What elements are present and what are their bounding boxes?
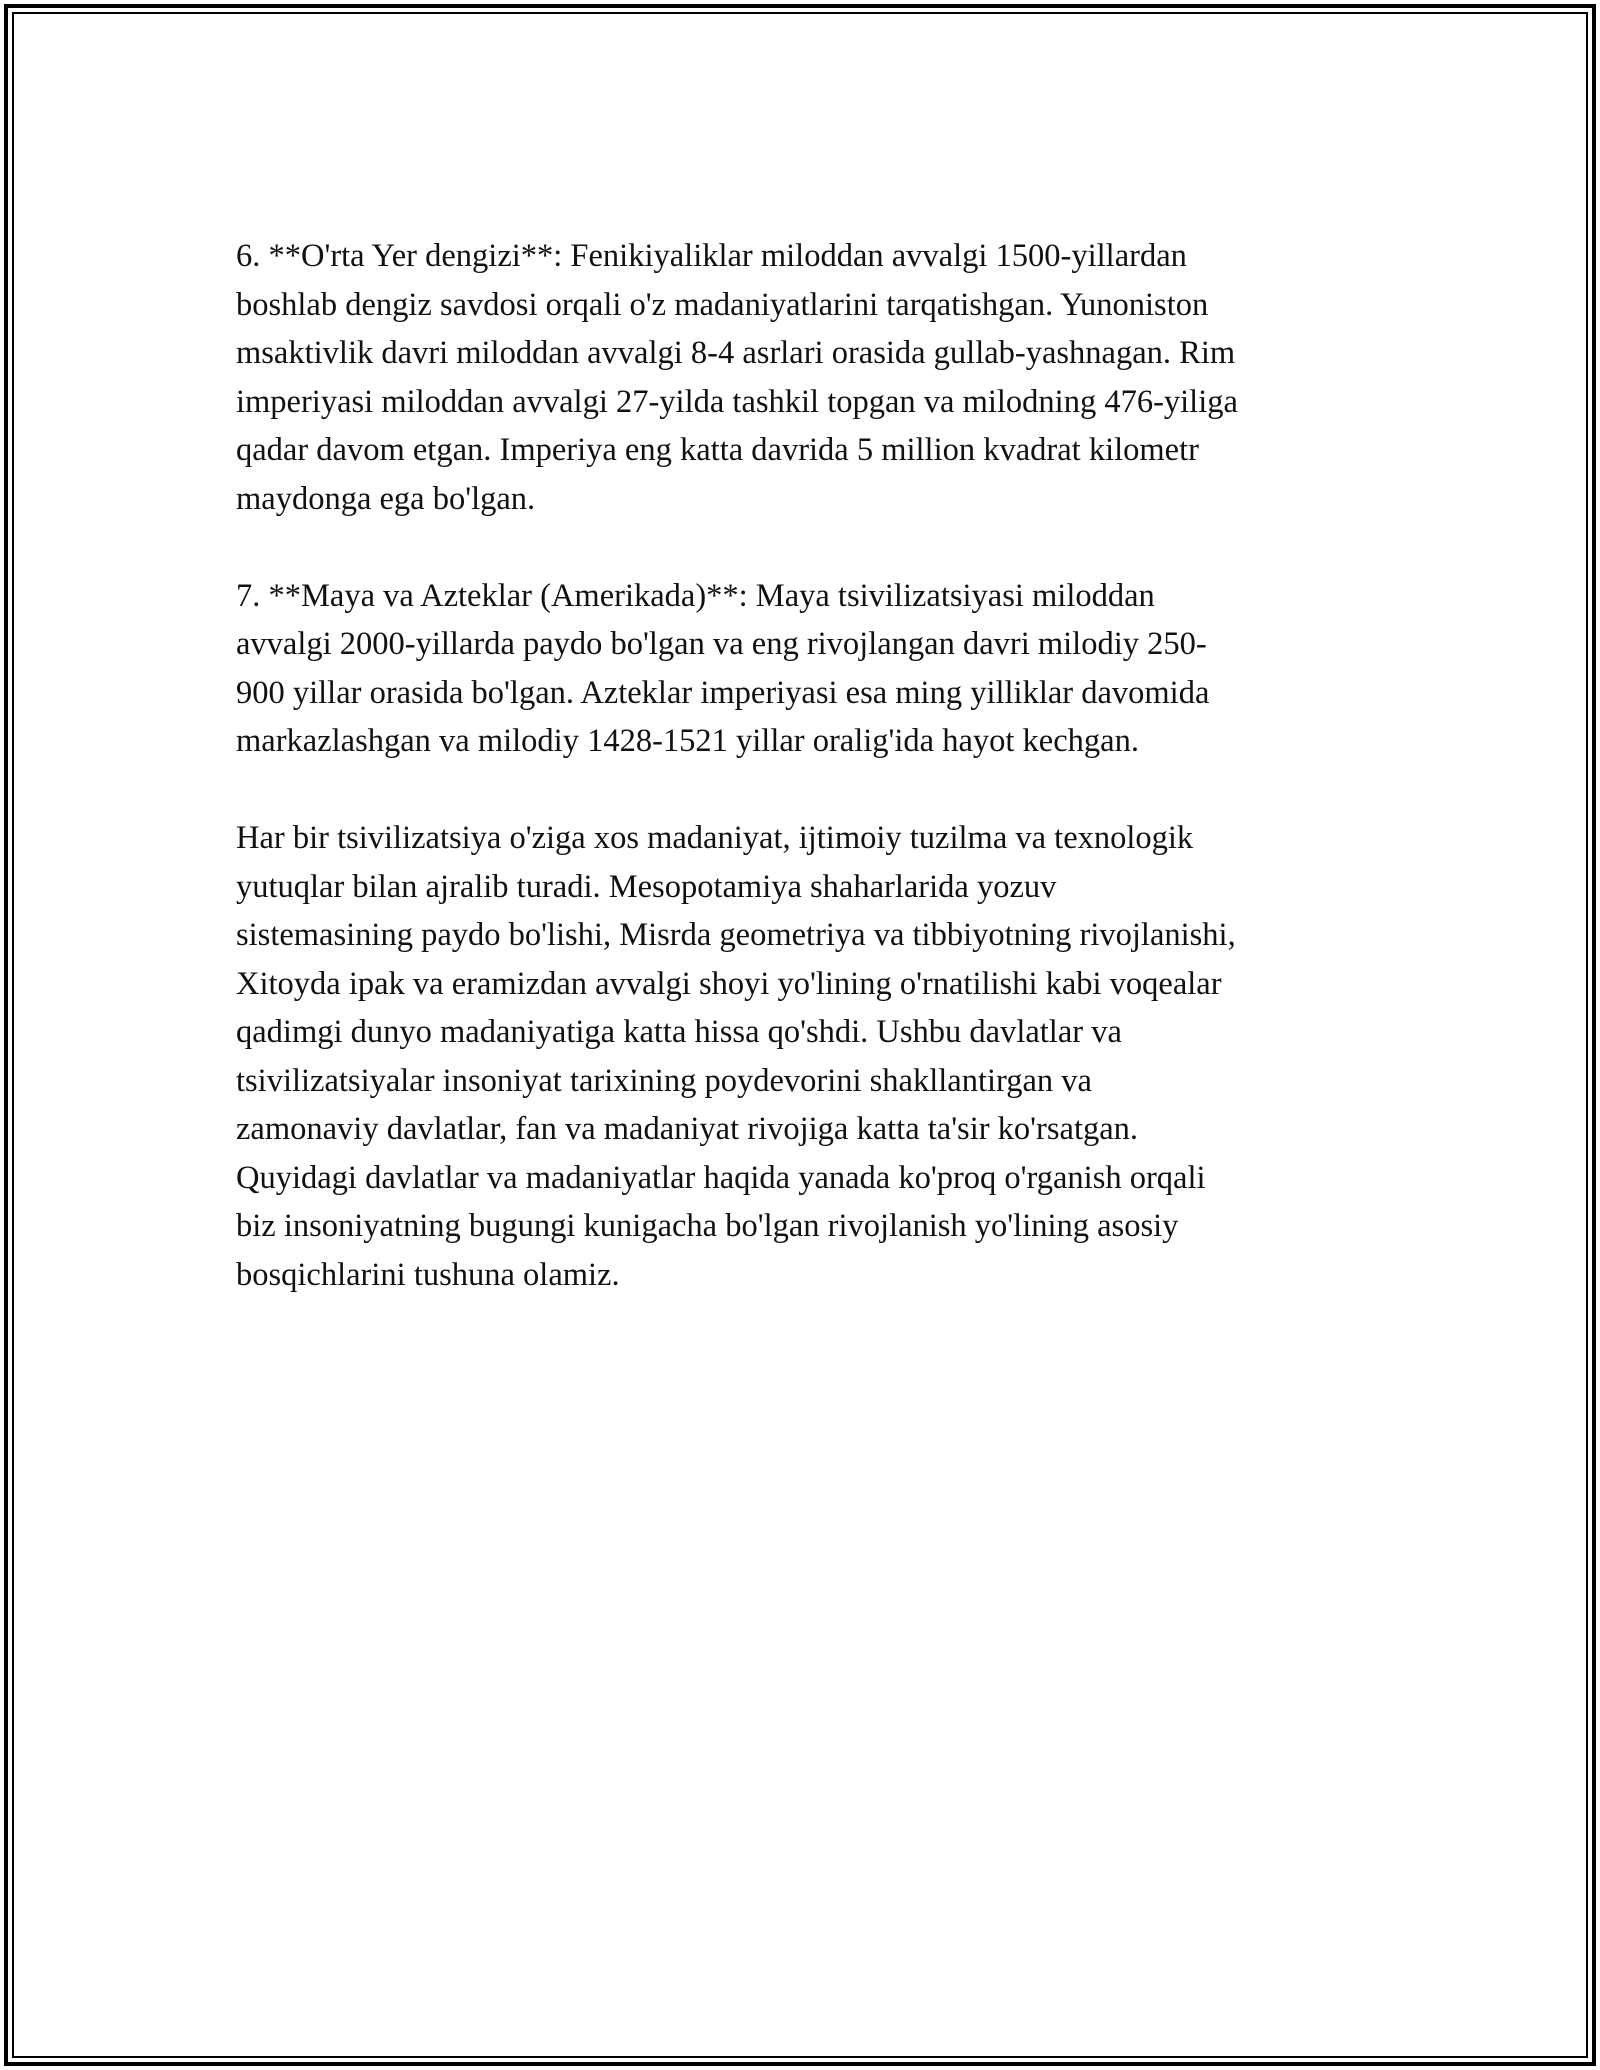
document-body [236,232,1376,1348]
text-line: 6. **O'rta Yer dengizi**: Fenikiyaliklar miloddan avvalgi 1500-yillardan [236,238,1187,274]
text-line: markazlashgan va milodiy 1428-1521 yillar oralig'ida hayot kechgan. [236,723,1139,759]
text-line: Har bir tsivilizatsiya o'ziga xos madaniyat, ijtimoiy tuzilma va texnologik [236,820,1194,856]
text-line: qadar davom etgan. Imperiya eng katta davrida 5 million kvadrat kilometr [236,432,1199,468]
paragraph-maya-aztecs [236,572,1376,766]
text-line: Xitoyda ipak va eramizdan avvalgi shoyi yo'lining o'rnatilishi kabi voqealar [236,965,1222,1002]
text-line: sistemasining paydo bo'lishi, Misrda geometriya va tibbiyotning rivojlanishi, [236,917,1236,953]
text-line: bosqichlarini tushuna olamiz. [236,1256,620,1293]
text-line: imperiyasi miloddan avvalgi 27-yilda tashkil topgan va milodning 476-yiliga [236,383,1238,420]
text-line: qadimgi dunyo madaniyatiga katta hissa qo'shdi. Ushbu davlatlar va [236,1014,1122,1050]
text-line: Quyidagi davlatlar va madaniyatlar haqida yanada ko'proq o'rganish orqali [236,1159,1206,1196]
paragraph-mediterranean [236,232,1376,523]
text-line: zamonaviy davlatlar, fan va madaniyat rivojiga katta ta'sir ko'rsatgan. [236,1111,1139,1147]
text-line: avvalgi 2000-yillarda paydo bo'lgan va eng rivojlangan davri milodiy 250- [236,626,1207,662]
text-line: yutuqlar bilan ajralib turadi. Mesopotamiya shaharlarida yozuv [236,868,1057,905]
text-line: tsivilizatsiyalar insoniyat tarixining poydevorini shakllantirgan va [236,1062,1092,1099]
text-line: 7. **Maya va Azteklar (Amerikada)**: Maya tsivilizatsiyasi miloddan [236,577,1155,614]
text-line: maydonga ega bo'lgan. [236,480,536,517]
text-line: biz insoniyatning bugungi kunigacha bo'lgan rivojlanish yo'lining asosiy [236,1208,1179,1244]
text-line: boshlab dengiz savdosi orqali o'z madaniyatlarini tarqatishgan. Yunoniston [236,286,1209,323]
paragraph-conclusion [236,814,1376,1299]
text-line: msaktivlik davri miloddan avvalgi 8-4 asrlari orasida gullab-yashnagan. Rim [236,335,1236,371]
text-line: 900 yillar orasida bo'lgan. Azteklar imperiyasi esa ming yilliklar davomida [236,674,1210,711]
